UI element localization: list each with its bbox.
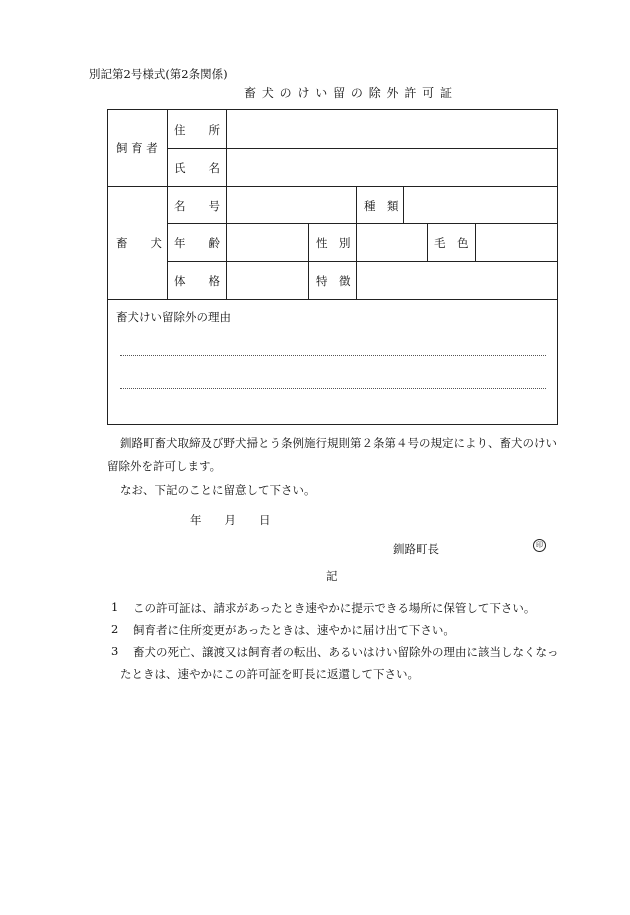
dog-section-label: 畜 犬 — [116, 236, 162, 250]
address-label: 住 所 — [174, 123, 220, 137]
dog-name-label: 名 号 — [174, 199, 220, 213]
age-label: 年 齢 — [174, 236, 220, 250]
name-label: 氏 名 — [174, 161, 220, 175]
note-2-text: 飼育者に住所変更があったときは、速やかに届け出て下さい。 — [133, 623, 455, 637]
note-3-text-continued: たときは、速やかにこの許可証を町長に返還して下さい。 — [120, 667, 419, 681]
build-label: 体 格 — [174, 274, 220, 288]
note-1-number: 1 — [111, 600, 119, 614]
body-paragraph-1-line-2: 留除外を許可します。 — [107, 459, 222, 473]
seal-mark: 印 — [533, 539, 546, 552]
permit-form-table — [107, 109, 558, 425]
note-1-text: この許可証は、請求があったとき速やかに提示できる場所に保管して下さい。 — [133, 601, 536, 615]
body-paragraph-2: なお、下記のことに留意して下さい。 — [120, 483, 316, 497]
ki-label: 記 — [326, 569, 338, 583]
note-3-number: 3 — [111, 644, 119, 658]
issuer-label: 釧路町長 — [393, 542, 439, 556]
reason-label: 畜犬けい留除外の理由 — [116, 310, 231, 324]
reason-line-1 — [120, 355, 546, 356]
form-number: 別記第2号様式(第2条関係) — [89, 67, 228, 81]
coat-color-label: 毛 色 — [434, 236, 469, 250]
body-paragraph-1-line-1: 釧路町畜犬取締及び野犬掃とう条例施行規則第２条第４号の規定により、畜犬のけい — [120, 436, 557, 450]
sex-label: 性 別 — [316, 236, 351, 250]
date-line: 年 月 日 — [190, 513, 271, 527]
reason-line-2 — [120, 388, 546, 389]
note-3-text: 畜犬の死亡、譲渡又は飼育者の転出、あるいはけい留除外の理由に該当しなくなっ — [133, 645, 559, 659]
features-label: 特 徴 — [316, 274, 351, 288]
owner-section-label: 飼 育 者 — [116, 141, 158, 155]
note-2-number: 2 — [111, 622, 119, 636]
breed-label: 種 類 — [364, 199, 399, 213]
page-title: 畜 犬 の け い 留 の 除 外 許 可 証 — [244, 86, 453, 100]
